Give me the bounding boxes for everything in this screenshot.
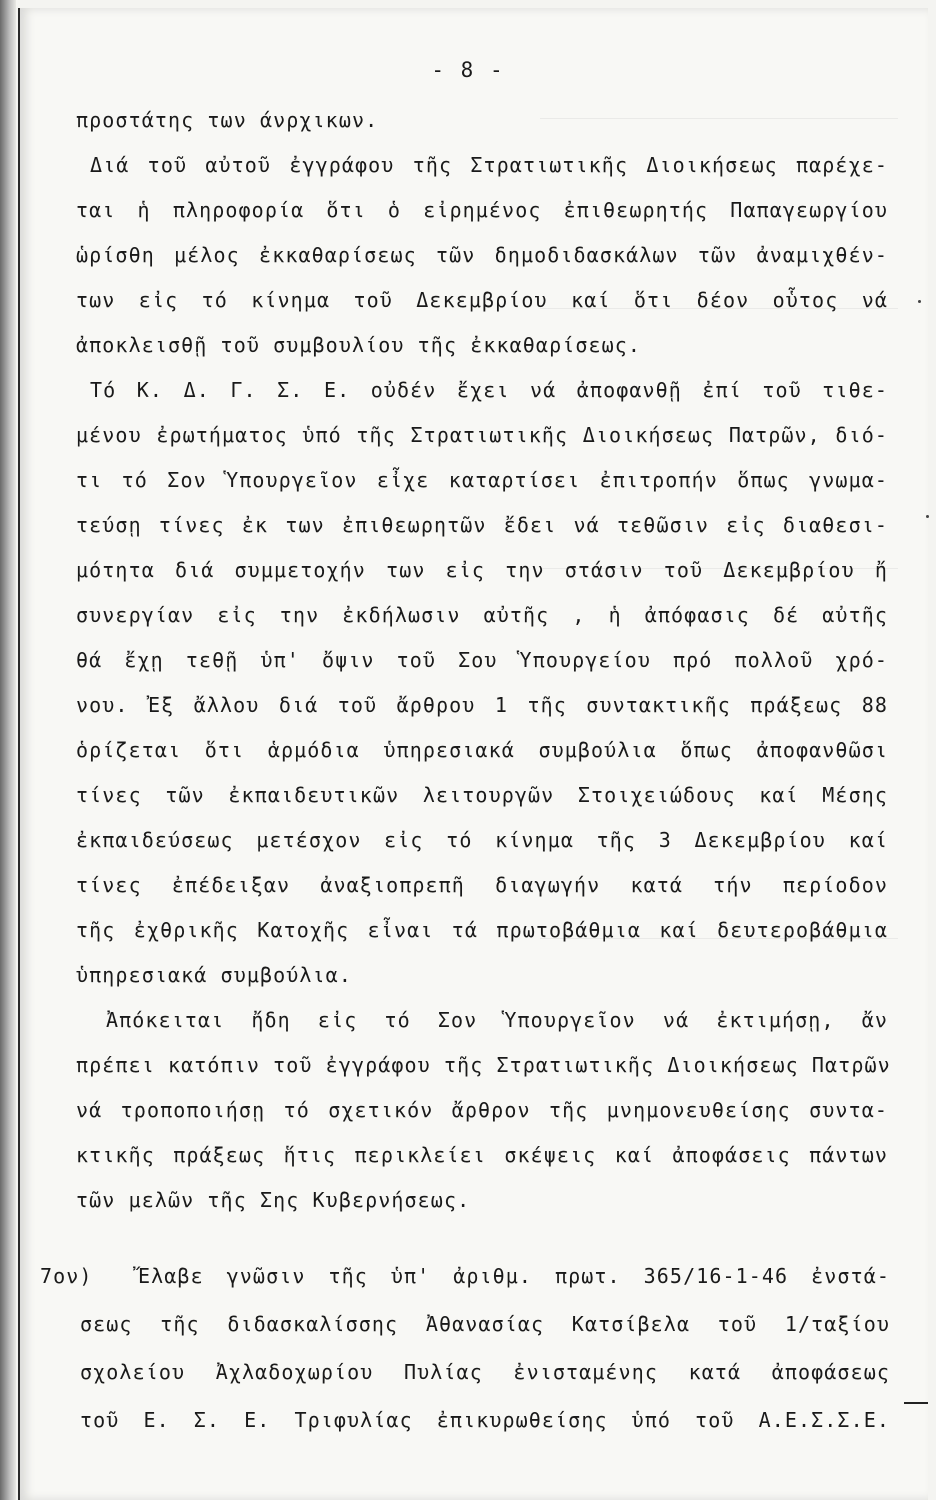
scan-edge — [0, 0, 16, 1500]
text-line: ται ἡ πληροφορία ὅτι ὁ εἰρημένος ἐπιθεωρητής Παπαγεωργίου — [76, 198, 888, 222]
text-line: τεύσῃ τίνες ἐκ των ἐπιθεωρητῶν ἔδει νά τεθῶσιν εἰς διαθεσι- — [76, 513, 888, 537]
text-line: νά τροποποιήσῃ τό σχετικόν ἄρθρον τῆς μνημονευθείσης συντα- — [76, 1098, 888, 1122]
text-line: Ἀπόκειται ἤδη εἰς τό Σον Ὑπουργεῖον νά ἐκτιμήσῃ, ἄν — [106, 1008, 888, 1032]
text-line: μότητα διά συμμετοχήν των εἰς την στάσιν τοῦ Δεκεμβρίου ἤ — [76, 558, 888, 582]
text-line: των εἰς τό κίνημα τοῦ Δεκεμβρίου καί ὅτι δέον οὗτος νά — [76, 288, 888, 312]
text-line: ἐκπαιδεύσεως μετέσχον εἰς τό κίνημα τῆς 3 Δεκεμβρίου καί — [76, 828, 888, 852]
text-line: προστάτης των άνρχικων. — [76, 108, 379, 132]
item-number: 7ον) — [40, 1264, 93, 1288]
text-line: μένου ἐρωτήματος ὑπό τῆς Στρατιωτικῆς Διοικήσεως Πατρῶν, διό- — [76, 423, 888, 447]
text-line: συνεργίαν εἰς την ἐκδήλωσιν αὐτῆς , ἡ ἀπόφασις δέ αὐτῆς — [76, 603, 888, 627]
text-line: νου. Ἐξ ἄλλου διά τοῦ ἄρθρου 1 τῆς συντακτικῆς πράξεως 88 — [76, 693, 888, 717]
text-line: πρέπει κατόπιν τοῦ ἐγγράφου τῆς Στρατιωτικῆς Διοικήσεως Πατρῶν — [76, 1053, 891, 1077]
text-line: ὡρίσθη μέλος ἐκκαθαρίσεως τῶν δημοδιδασκάλων τῶν ἀναμιχθέν- — [76, 243, 888, 267]
text-line: τίνες ἐπέδειξαν ἀναξιοπρεπῆ διαγωγήν κατά τήν περίοδον — [76, 873, 888, 897]
margin-mark — [904, 1402, 928, 1404]
text-line: Ἔλαβε γνῶσιν τῆς ὑπ' ἀριθμ. πρωτ. 365/16-1-46 ἐνστά- — [138, 1264, 890, 1288]
text-line: θά ἔχῃ τεθῇ ὑπ' ὄψιν τοῦ Σου Ὑπουργείου πρό πολλοῦ χρό- — [76, 648, 888, 672]
text-line: ὁρίζεται ὅτι ἁρμόδια ὑπηρεσιακά συμβούλια ὅπως ἀποφανθῶσι — [76, 738, 888, 762]
text-line: τῶν μελῶν τῆς Σης Κυβερνήσεως. — [76, 1188, 471, 1212]
text-line: σεως τῆς διδασκαλίσσης Ἀθανασίας Κατσίβελα τοῦ 1/ταξίου — [80, 1312, 890, 1336]
text-line: τῆς ἐχθρικῆς Κατοχῆς εἶναι τά πρωτοβάθμια καί δευτεροβάθμια — [76, 918, 888, 942]
text-line: κτικῆς πράξεως ἥτις περικλείει σκέψεις καί ἀποφάσεις πάντων — [76, 1143, 888, 1167]
text-line: Τό Κ. Δ. Γ. Σ. Ε. οὐδέν ἔχει νά ἀποφανθῇ ἐπί τοῦ τιθε- — [90, 378, 888, 402]
text-line: τίνες τῶν ἐκπαιδευτικῶν λειτουργῶν Στοιχειώδους καί Μέσης — [76, 783, 888, 807]
text-line: σχολείου Ἀχλαδοχωρίου Πυλίας ἐνισταμένης κατά ἀποφάσεως — [80, 1360, 890, 1384]
text-line: Διά τοῦ αὐτοῦ ἐγγράφου τῆς Στρατιωτικῆς Διοικήσεως παρέχε- — [90, 153, 888, 177]
margin-mark — [926, 515, 929, 518]
text-line: τι τό Σον Ὑπουργεῖον εἶχε καταρτίσει ἐπιτροπήν ὅπως γνωμα- — [76, 468, 888, 492]
page-number: - 8 - — [431, 58, 505, 82]
text-line: ὑπηρεσιακά συμβούλια. — [76, 963, 352, 987]
margin-mark — [918, 300, 921, 303]
text-line: τοῦ Ε. Σ. Ε. Τριφυλίας ἐπικυρωθείσης ὑπό τοῦ Α.Ε.Σ.Σ.Ε. — [80, 1408, 890, 1432]
text-line: ἀποκλεισθῇ τοῦ συμβουλίου τῆς ἐκκαθαρίσεως. — [76, 333, 642, 357]
